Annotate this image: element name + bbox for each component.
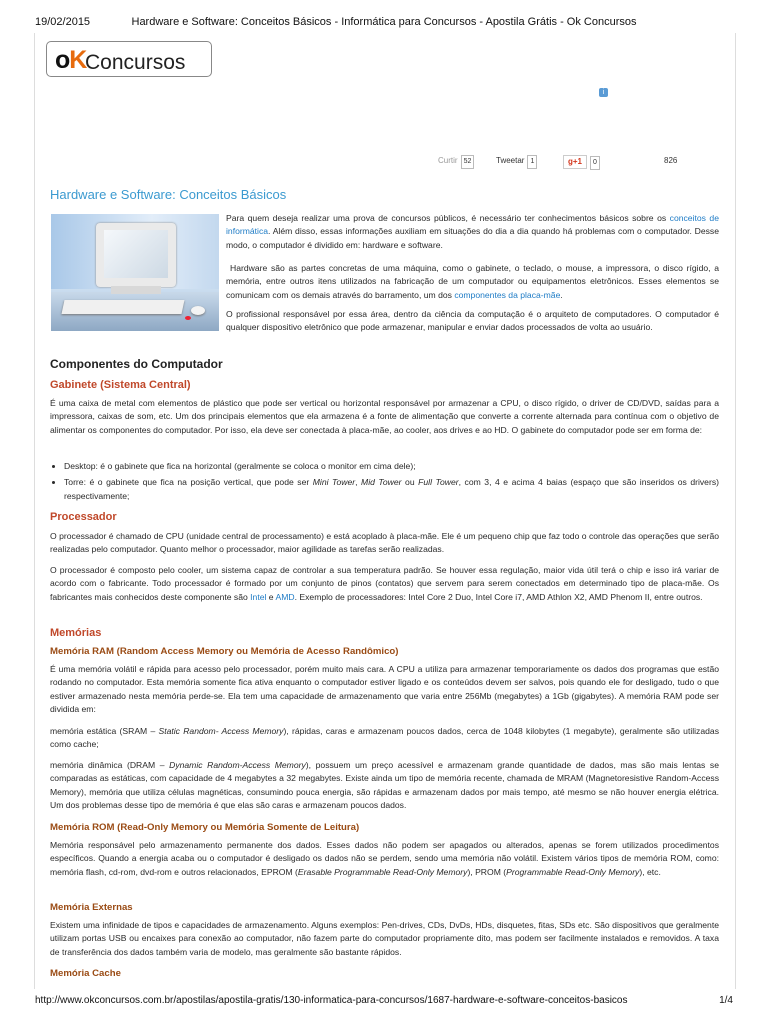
link-amd[interactable]: AMD: [275, 591, 295, 602]
page-number: 1/4: [719, 995, 733, 1006]
like-count: 52: [461, 155, 475, 169]
gabinete-list: [50, 460, 719, 506]
heading-memoria-cache: Memória Cache: [50, 968, 121, 979]
print-page-title: Hardware e Software: Conceitos Básicos - Informática para Concursos - Apostila Grátis - Ok Concursos: [131, 16, 637, 28]
facebook-like-widget[interactable]: [438, 155, 474, 167]
gplus-count: 0: [590, 156, 600, 170]
heading-memoria-ram: Memória RAM (Random Access Memory ou Memória de Acesso Randômico): [50, 646, 399, 657]
list-item: • Desktop: é o gabinete que fica na horizontal (geralmente se coloca o monitor em cima dele);: [64, 460, 719, 473]
logo-mark: oK: [55, 46, 87, 74]
tweet-label: Tweetar: [496, 156, 525, 165]
heading-gabinete: Gabinete (Sistema Central): [50, 379, 191, 391]
intro-paragraph-1: Para quem deseja realizar uma prova de concursos públicos, é necessário ter conhecimentos básicos sobre os conceitos de informática. Além disso, essas informações auxiliam em situações do dia a dia quando há problemas com o computador. Desse modo, o computador é dividido em: hardware e software.: [226, 213, 719, 250]
link-componentes-placa-mae[interactable]: componentes da placa-mãe: [454, 289, 561, 300]
link-conceitos-informatica[interactable]: conceitos de informática: [226, 213, 719, 237]
externas-paragraph: Existem uma infinidade de tipos e capacidades de armazenamento. Alguns exemplos: Pen-drives, CDs, DvDs, HDs, disquetes, fitas, SDs etc. São dispositivos que geralmente utilizam portas USB ou encaixes para conexão ao computador, não fazem parte do computador propriamente dito, mas podem ser facilmente instalados e removidos. A taxa de transferência dos dados também varia de modelo, mas geralmente são bastante rápidos.: [50, 920, 719, 957]
print-date: 19/02/2015: [35, 16, 91, 28]
heading-memoria-rom: Memória ROM (Read-Only Memory ou Memória Somente de Leitura): [50, 822, 360, 833]
link-intel[interactable]: Intel: [250, 591, 267, 602]
gabinete-paragraph: É uma caixa de metal com elementos de plástico que pode ser vertical ou horizontal responsável por armazenar a CPU, o disco rígido, o driver de CD/DVD, saídas para a impressora, caixas de som, etc. Um dos principais elementos que ela armazena é a fonte de alimentação que converte a corrente alternada para contínua com o objetivo de alimentar os componentes do computador. Por isso, ela deve ser conectada à placa-mãe, ao cooler, aos drives e ao HD. O gabinete do computador pode ser em forma de:: [50, 398, 719, 435]
site-logo[interactable]: [46, 41, 212, 77]
heading-memorias: Memórias: [50, 627, 102, 639]
logo-brand: Concursos: [85, 51, 186, 74]
gplus-icon: g+1: [563, 155, 587, 169]
ram-paragraph-2: memória estática (SRAM – Static Random- Access Memory), rápidas, caras e armazenam poucos dados, cerca de 1048 kilobytes (1 megabyte), geralmente são utilizadas como cache;: [50, 726, 719, 750]
adchoices-icon[interactable]: i: [599, 88, 608, 97]
print-url: http://www.okconcursos.com.br/apostilas/apostila-gratis/130-informatica-para-concursos/1687-hardware-e-software-conceitos-basicos: [35, 995, 628, 1006]
rom-paragraph: Memória responsável pelo armazenamento permanente dos dados. Esses dados não podem ser apagados ou alterados, apenas se forem utilizados procedimentos específicos. Quando a energia acaba ou o computador é desligado os dados não se perdem, sendo uma memória não volátil. Existem vários tipos de memória ROM, como: memória flash, cd-rom, dvd-rom e outros relacionados, EPROM (Erasable Programmable Read-Only Memory), PROM (Programmable Read-Only Memory), etc.: [50, 840, 719, 877]
heading-componentes: Componentes do Computador: [50, 357, 223, 371]
processador-paragraph-1: O processador é chamado de CPU (unidade central de processamento) e está acoplado à placa-mãe. Ele é um pequeno chip que faz todo o controle das operações que serão realizadas pelo computador. Quanto melhor o processador, maior agilidade as tarefas serão realizadas.: [50, 531, 719, 555]
ram-paragraph-1: É uma memória volátil e rápida para acesso pelo processador, porém muito mais cara. A CPU a utiliza para armazenar temporariamente os dados dos programas que estão rodando no computador. Esta memória somente fica ativa enquanto o computador estiver ligado e os conteúdos devem ser salvos, pois quando ele for desligado, tudo o que estiver armazenado nesta memória perde-se. Ela tem uma capacidade de armazenamento que varia entre 256Mb (megabytes) a 1Gb (gigabytes). A memória RAM pode ser dividida em:: [50, 664, 719, 715]
processador-paragraph-2: O processador é composto pelo cooler, um sistema capaz de controlar a sua temperatura padrão. Se houver essa regulação, maior vida útil terá o chip e isso irá variar de acordo com o fabricante. Todo processador é formado por um conjunto de pinos (contatos) que servem para serem conectados em determinado tipo de placa-mãe. Os fabricantes mais conhecidos deste componente são Intel e AMD. Exemplo de processadores: Intel Core 2 Duo, Intel Core i7, AMD Athlon X2, AMD Phenom II, entre outros.: [50, 565, 719, 602]
gplus-widget[interactable]: [563, 155, 600, 167]
share-count: 826: [664, 156, 678, 165]
like-label: Curtir: [438, 156, 458, 165]
tweet-widget[interactable]: [496, 155, 537, 167]
heading-memoria-externas: Memória Externas: [50, 902, 133, 913]
article-title: Hardware e Software: Conceitos Básicos: [50, 187, 287, 202]
intro-paragraph-2: Hardware são as partes concretas de uma máquina, como o gabinete, o teclado, o mouse, a impressora, o disco rígido, a memória, entre outros itens utilizados na fabricação de um computador ou equipamentos eletrônicos. Esses elementos se comunicam com os demais através do barramento, um dos componentes da placa-mãe.: [226, 263, 719, 300]
list-item: • Torre: é o gabinete que fica na posição vertical, que pode ser Mini Tower, Mid Tower ou Full Tower, com 3, 4 e acima 4 baias (espaço que são inseridos os drivers) respectivamente;: [64, 476, 719, 503]
tweet-count: 1: [527, 155, 537, 169]
intro-paragraph-3: O profissional responsável por essa área, dentro da ciência da computação é o arquiteto de computadores. O computador é qualquer dispositivo eletrônico que pode armazenar, manipular e enviar dados processados de volta ao usuário.: [226, 309, 719, 333]
heading-processador: Processador: [50, 511, 117, 523]
computer-photo: [51, 214, 219, 331]
ram-paragraph-3: memória dinâmica (DRAM – Dynamic Random-Access Memory), possuem um preço acessível e armazenam grande quantidade de dados, mas são mais lentas se comparadas as estáticas, com capacidade de 4 megabytes a 32 megabytes. Existe ainda um tipo de memória recente, chamada de MRAM (Magnetoresistive Random-Access Memory), memória que utiliza células magnéticas, consumindo pouca energia, são rápidas e armazenam dados por mais tempo, até mesmo se não houver energia elétrica. Um dos problemas desse tipo de memória é que elas são caras e armazenam poucos dados.: [50, 760, 719, 811]
